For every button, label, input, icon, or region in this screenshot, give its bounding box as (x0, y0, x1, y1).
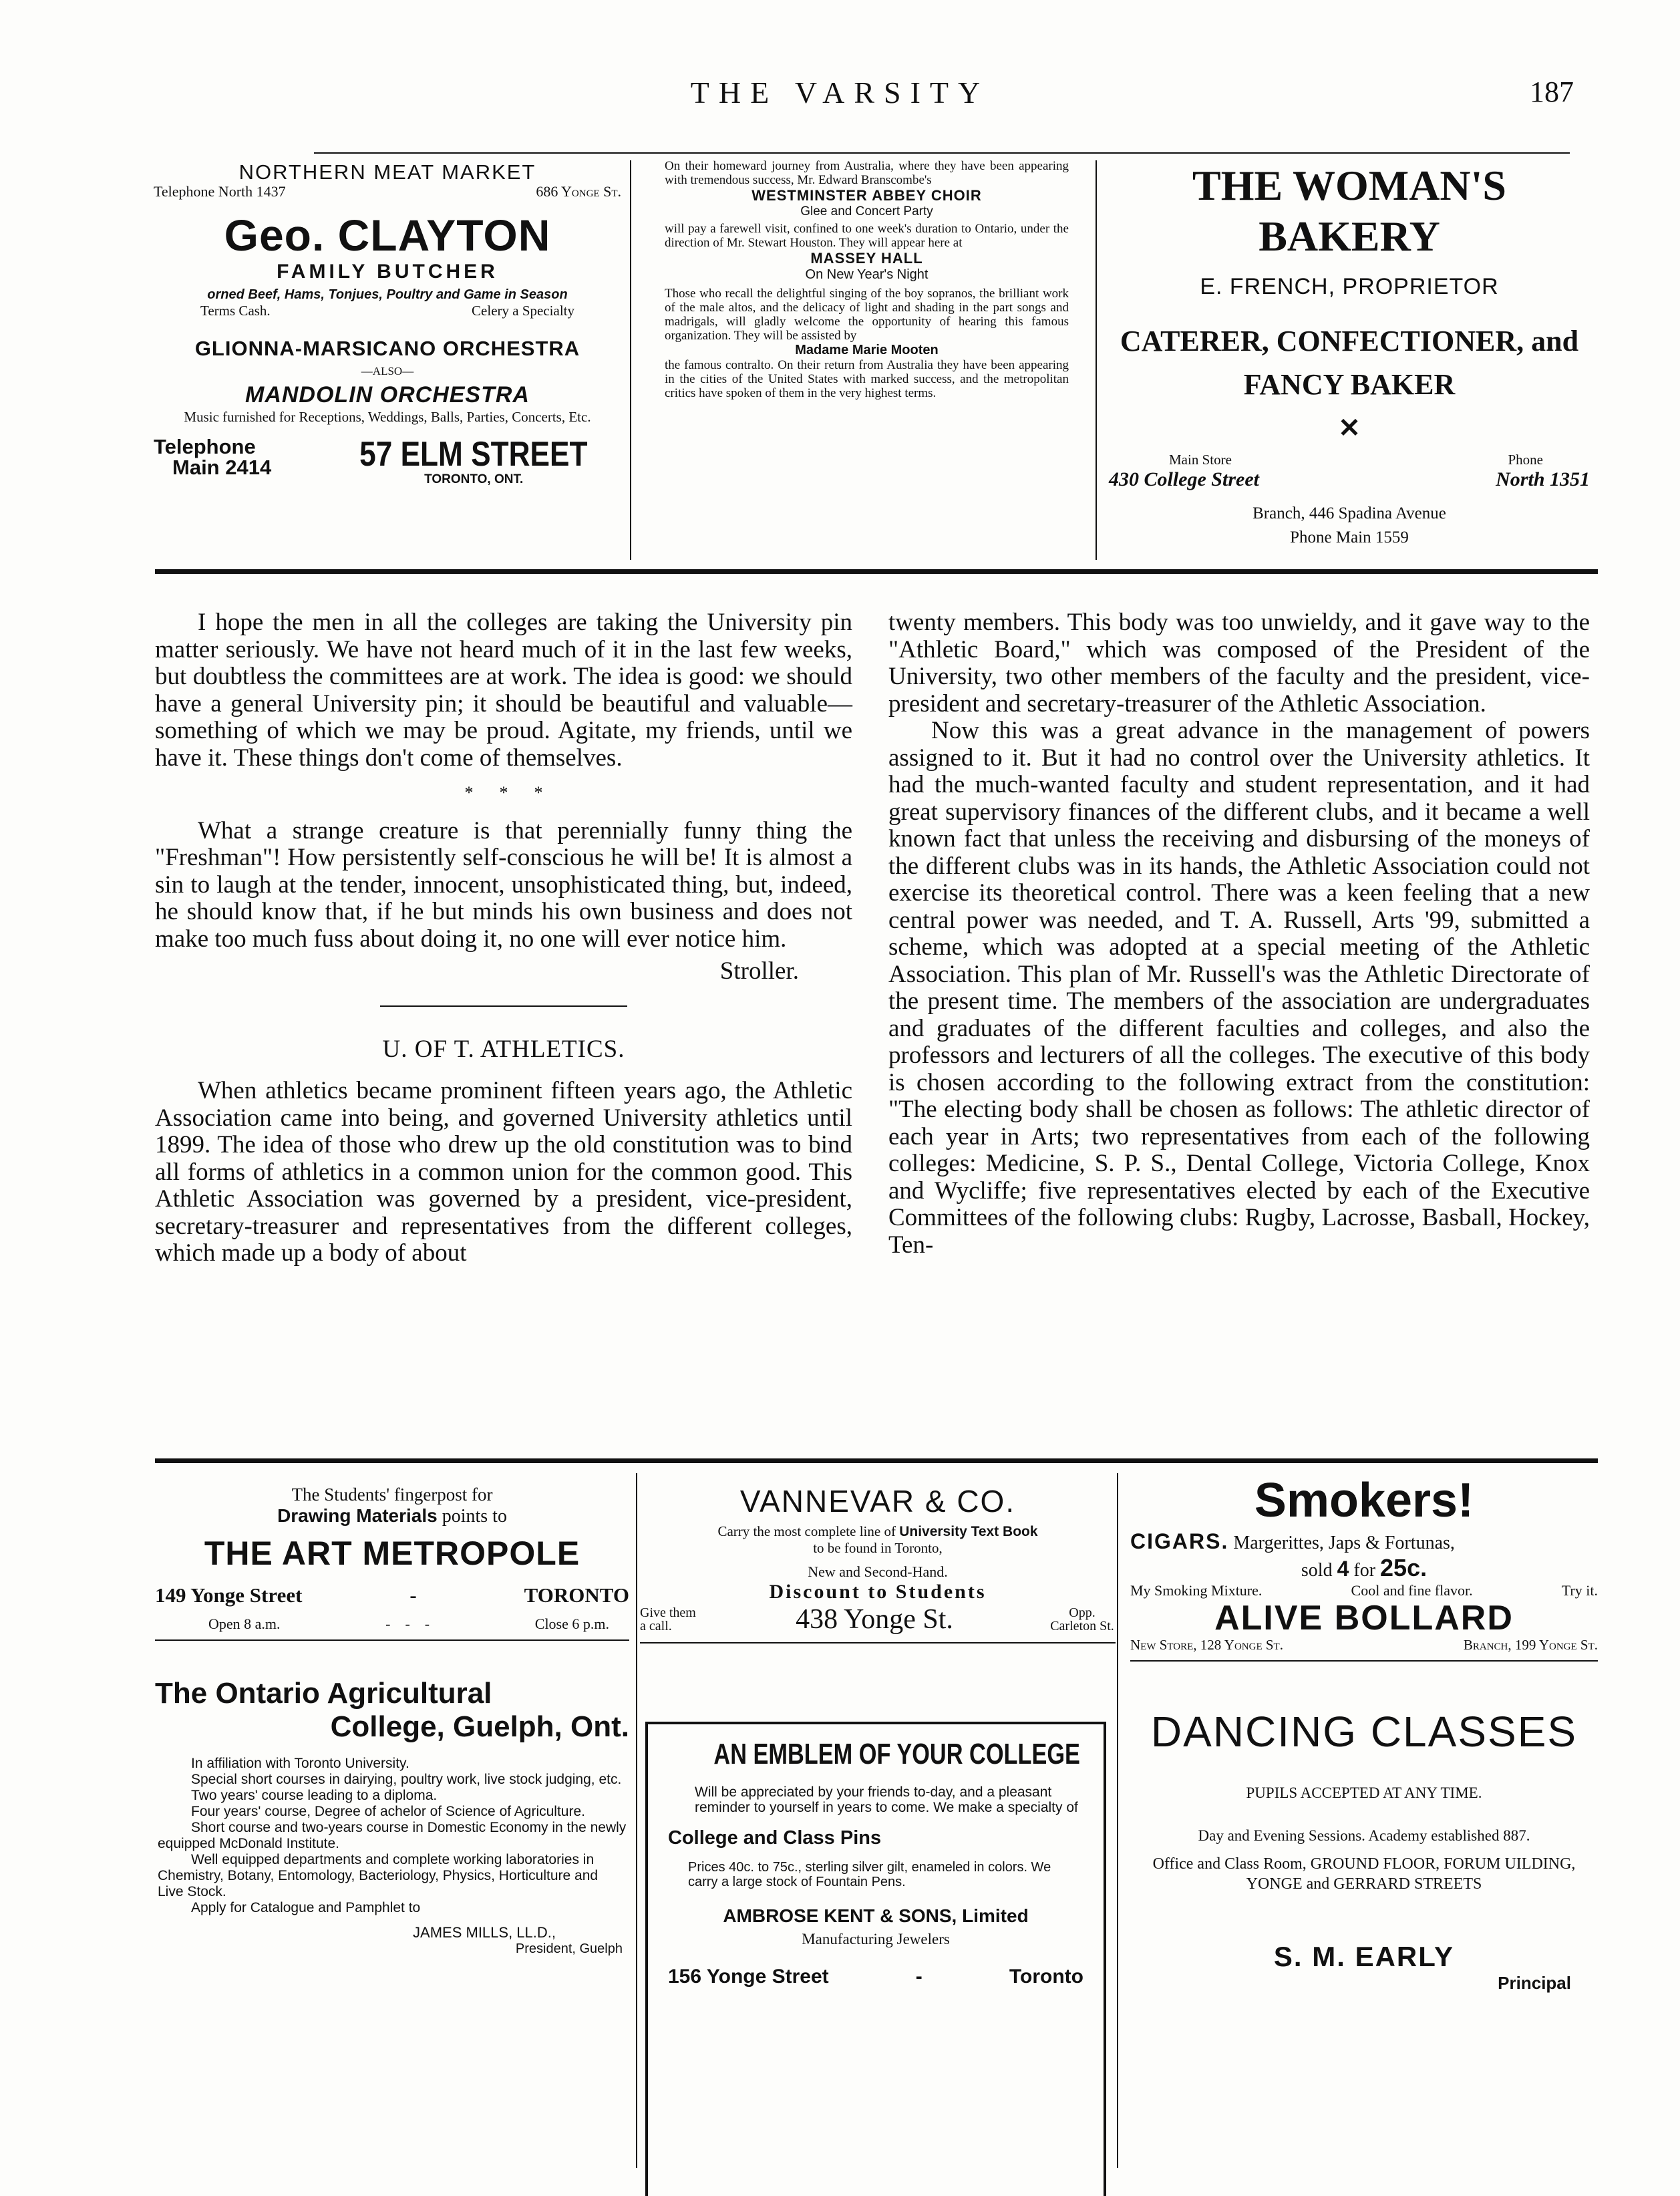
smokers-title: Smokers! (1254, 1474, 1474, 1527)
orchestra-phone-number: Main 2414 (172, 456, 272, 479)
column-divider (1117, 1473, 1118, 2168)
art-bottom-rule (155, 1639, 629, 1641)
ad-art-metropole (155, 1484, 629, 1641)
athletics-heading: U. OF T. ATHLETICS. (382, 1035, 625, 1063)
smokers-sold-c: for (1349, 1560, 1381, 1581)
choir-venue: MASSEY HALL (810, 250, 923, 267)
art-city: TORONTO (524, 1583, 629, 1607)
agri-name1: The Ontario Agricultural (155, 1677, 492, 1710)
section-divider (380, 1005, 627, 1007)
vannevar-line1b: University Text Book (899, 1524, 1038, 1539)
art-line2-rest: points to (437, 1506, 507, 1527)
dancing-name: S. M. EARLY (1273, 1941, 1455, 1972)
dancing-pupils: PUPILS ACCEPTED AT ANY TIME. (1246, 1784, 1482, 1801)
emblem-maker: AMBROSE KENT & SONS, Limited (723, 1905, 1029, 1926)
ad-choir (665, 159, 1069, 400)
vannevar-discount: Discount to Students (769, 1581, 987, 1603)
ad-vannevar (640, 1483, 1116, 1643)
dancing-line1: Day and Evening Sessions. Academy established 887. (1198, 1827, 1530, 1844)
ad-emblem (645, 1722, 1106, 2196)
agri-signer: JAMES MILLS, LL.D., (413, 1924, 556, 1941)
ad-dancing (1130, 1707, 1598, 1994)
column-divider (1096, 160, 1097, 560)
smokers-bottom-rule (1130, 1660, 1598, 1662)
agri-signer-title: President, Guelph (515, 1941, 623, 1956)
choir-p4: the famous contralto. On their return from Australia they have been appearing in the cities of the United States with marked success, and the metropolitan critics have spoken of them in the very highest terms. (665, 358, 1069, 400)
thick-rule-top (155, 569, 1598, 574)
agri-item: Special short courses in dairying, poultry work, live stock judging, etc. (191, 1772, 622, 1787)
choir-p3: Those who recall the delightful singing of the boy sopranos, the brilliant work of the male altos, and the delicacy of light and shading in the part songs and madrigals, will gladly welcome the opportunity of hearing this famous organization. They will be assisted by (665, 287, 1069, 343)
column-divider (630, 160, 631, 560)
market-trade: FAMILY BUTCHER (277, 261, 498, 283)
agri-item: Apply for Catalogue and Pamphlet to (191, 1900, 421, 1915)
ad-smokers (1130, 1473, 1598, 1662)
column-divider (636, 1473, 637, 2168)
market-proprietor: Geo. CLAYTON (224, 210, 551, 260)
smokers-new-store: New Store, 128 Yonge St. (1130, 1637, 1283, 1653)
smokers-name: ALIVE BOLLARD (1214, 1599, 1514, 1637)
orchestra-phone-label: Telephone (154, 435, 256, 458)
ad-agricultural (155, 1677, 629, 1957)
vannevar-line2: to be found in Toronto, (813, 1540, 943, 1556)
athletics-paragraph-1: When athletics became prominent fifteen years ago, the Athletic Association came into being, and governed University athletics until 1899. The idea of those who drew up the old constitution was to bind all forms of athletics in a common union for the common good. This Athletic Association was governed by a president, vice-president, secretary-treasurer and representatives from the different colleges, which made up a body of about (155, 1077, 852, 1267)
art-line1: The Students' fingerpost for (291, 1484, 493, 1505)
orchestra-address: 57 ELM STREET (359, 435, 588, 474)
stroller-paragraph-2: What a strange creature is that perennially funny thing the "Freshman"! How persistently self-conscious he will be! It is almost a sin to laugh at the tender, innocent, unsophisticated thing, but, indeed, he should know that, if he but minds his own business and does not make too much fuss about doing it, no one will ever notice him. (155, 816, 852, 953)
emblem-pins: College and Class Pins (668, 1827, 882, 1849)
vannevar-address: 438 Yonge St. (796, 1604, 953, 1635)
smokers-try: Try it. (1561, 1582, 1598, 1599)
market-goods: orned Beef, Hams, Tonjues, Poultry and Game in Season (207, 287, 568, 302)
ad-meat-market (154, 160, 621, 561)
running-head: THE VARSITY (690, 75, 990, 110)
article-right-column (888, 609, 1590, 1259)
market-specialty: Celery a Specialty (472, 303, 574, 319)
agri-item: Short course and two-years course in Domestic Economy in the newly equipped McDonald Institute. (158, 1820, 627, 1851)
orchestra-subtitle: MANDOLIN ORCHESTRA (245, 382, 530, 408)
dancing-line2: Office and Class Room, GROUND FLOOR, FORUM UILDING, YONGE and GERRARD STREETS (1152, 1855, 1576, 1893)
vannevar-line1a: Carry the most complete line of (717, 1523, 900, 1539)
page-number: 187 (1530, 75, 1574, 108)
choir-date: On New Year's Night (805, 267, 929, 282)
agri-item: Well equipped departments and complete working laboratories in Chemistry, Botany, Entomology, Bacteriology, Physics, Horticulture and Live Stock. (158, 1852, 599, 1899)
smokers-sold-d: 25c. (1380, 1554, 1427, 1581)
art-dashes: - - - (385, 1615, 430, 1632)
orchestra-also: —ALSO— (361, 365, 414, 377)
bakery-proprietor: E. FRENCH, PROPRIETOR (1200, 274, 1499, 299)
smokers-flavor: Cool and fine flavor. (1351, 1582, 1473, 1599)
bakery-branch: Branch, 446 Spadina Avenue (1252, 504, 1446, 522)
bakery-store-address: 430 College Street (1109, 468, 1259, 490)
article-left-column (155, 609, 852, 1267)
bakery-line1: CATERER, CONFECTIONER, and (1120, 325, 1579, 357)
choir-p1: On their homeward journey from Australia, where they have been appearing with tremendous success, Mr. Edward Branscombe's (665, 159, 1069, 187)
athletics-paragraph-2: twenty members. This body was too unwieldy, and it gave way to the "Athletic Board," which was composed of the President of the University, two other members of the faculty and the president, vice-president and secretary-treasurer of the Athletic Association. (888, 609, 1590, 718)
orchestra-city: TORONTO, ONT. (424, 472, 524, 486)
emblem-p1: Will be appreciated by your friends to-day, and a pleasant reminder to yourself in years to come. We make a specialty of (695, 1784, 1078, 1815)
art-name: THE ART METROPOLE (204, 1535, 580, 1572)
emblem-dash: - (915, 1966, 922, 1988)
emblem-p2: Prices 40c. to 75c., sterling silver gilt, enameled in colors. We carry a large stock of Fountain Pens. (688, 1860, 1051, 1889)
smokers-sold-b: 4 (1337, 1557, 1349, 1581)
agri-name2: College, Guelph, Ont. (330, 1710, 629, 1743)
art-line2-bold: Drawing Materials (277, 1505, 438, 1526)
smokers-branch: Branch, 199 Yonge St. (1463, 1637, 1598, 1653)
art-close: Close 6 p.m. (534, 1615, 609, 1632)
dancing-title: DANCING CLASSES (1150, 1708, 1578, 1756)
section-stars: * * * (464, 783, 543, 802)
vannevar-name: VANNEVAR & CO. (739, 1484, 1016, 1519)
art-open: Open 8 a.m. (208, 1615, 281, 1632)
emblem-maker-sub: Manufacturing Jewelers (802, 1931, 950, 1947)
vannevar-bottom-rule (640, 1642, 1116, 1643)
art-dash: - (409, 1583, 417, 1607)
bakery-name: THE WOMAN'S BAKERY (1192, 162, 1506, 260)
choir-soloist: Madame Marie Mooten (795, 343, 939, 357)
bakery-phone-number: North 1351 (1496, 468, 1590, 490)
emblem-address: 156 Yonge Street (668, 1966, 829, 1988)
emblem-title: AN EMBLEM OF YOUR COLLEGE (713, 1738, 1080, 1770)
stroller-paragraph-1: I hope the men in all the colleges are taking the University pin matter seriously. We have not heard much of it in the last few weeks, but doubtless the committees are at work. The idea is good: we should have a general University pin; it should be beautiful and valuable—something of which we may be proud. Agitate, my friends, until we have it. These things don't come of themselves. (155, 609, 852, 772)
market-name: NORTHERN MEAT MARKET (238, 160, 536, 184)
agri-item: Two years' course leading to a diploma. (191, 1788, 438, 1803)
choir-name: WESTMINSTER ABBEY CHOIR (751, 187, 982, 204)
smokers-cigars: CIGARS. (1130, 1529, 1229, 1553)
athletics-paragraph-3: Now this was a great advance in the management of powers assigned to it. But it had no control over the University athletics. It had the much-wanted faculty and student representation, and it had great supervisory finances of the different clubs, and it became a well known fact that unless the receiving and disbursing of the moneys of the different clubs was in its hands, the Athletic Association could not exercise its theoretical control. There was a keen feeling that a new central power was needed, and T. A. Russell, Arts '99, submitted a scheme, which was adopted at a special meeting of the Athletic Association. This plan of Mr. Russell's was the Athletic Directorate of the present time. The members of the association are undergraduates and graduates of the different faculties and colleges, and also the professors and lecturers of all the colleges. The executive of this body is chosen according to the following extract from the constitution: "The electing body shall be chosen as follows: The athletic director of each year in Arts; two representatives from each of the following colleges: Medicine, S. P. S., Dental College, Victoria College, Knox and Wycliffe; five representatives elected by each of the Executive Committees of the following clubs: Rugby, Lacrosse, Basball, Hockey, Ten- (888, 717, 1590, 1259)
stroller-signature: Stroller. (719, 957, 799, 985)
ad-bakery (1109, 160, 1590, 547)
vannevar-give: Give them a call. (640, 1605, 696, 1633)
bakery-phone-label: Phone (1508, 452, 1543, 468)
emblem-city: Toronto (1009, 1966, 1083, 1988)
vannevar-opp: Opp. Carleton St. (1050, 1605, 1114, 1633)
choir-p2: will pay a farewell visit, confined to one week's duration to Ontario, under the direction of Mr. Stewart Houston. They will appear here at (665, 222, 1069, 250)
agri-item: Four years' course, Degree of achelor of Science of Agriculture. (191, 1804, 585, 1819)
top-thin-rule (314, 152, 1570, 154)
market-address: 686 Yonge St. (536, 183, 621, 200)
smokers-mixture: My Smoking Mixture. (1130, 1582, 1263, 1599)
market-terms: Terms Cash. (200, 303, 271, 319)
bakery-store-label: Main Store (1169, 452, 1232, 468)
dancing-title2: Principal (1498, 1973, 1571, 1993)
thick-rule-bottom (155, 1458, 1598, 1463)
choir-party: Glee and Concert Party (800, 204, 933, 218)
bakery-line2: FANCY BAKER (1243, 368, 1456, 401)
art-address: 149 Yonge Street (155, 1583, 303, 1607)
smokers-brands: Margerittes, Japs & Fortunas, (1233, 1533, 1455, 1553)
agri-item: In affiliation with Toronto University. (191, 1756, 409, 1771)
orchestra-name: GLIONNA-MARSICANO ORCHESTRA (194, 337, 580, 360)
vannevar-line3: New and Second-Hand. (808, 1563, 948, 1580)
orchestra-desc: Music furnished for Receptions, Weddings, Balls, Parties, Concerts, Etc. (184, 409, 591, 425)
market-telephone: Telephone North 1437 (154, 183, 286, 200)
bakery-branch-phone: Phone Main 1559 (1290, 528, 1409, 546)
smokers-sold-a: sold (1301, 1560, 1337, 1581)
bakery-ornament-icon: ✕ (1338, 413, 1361, 443)
